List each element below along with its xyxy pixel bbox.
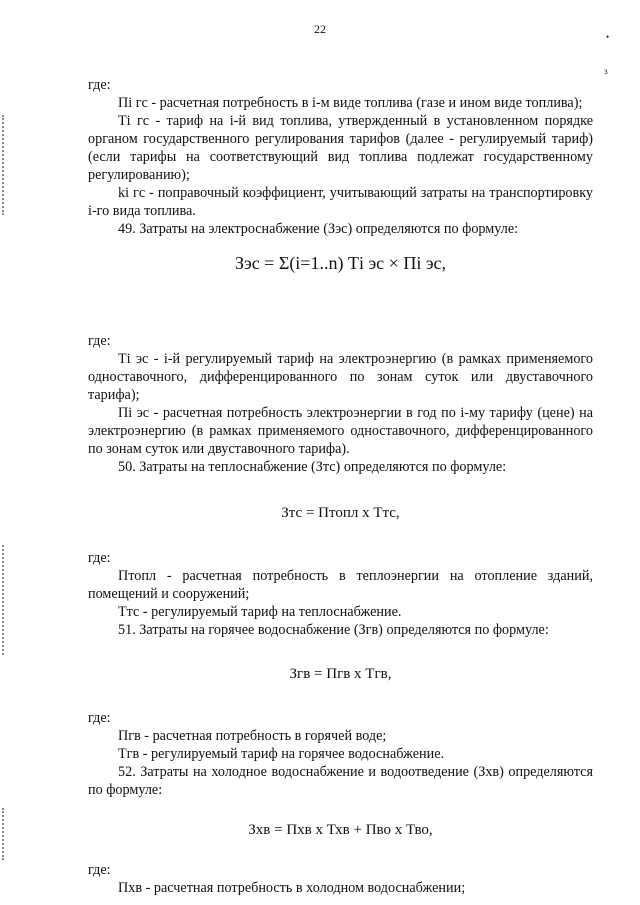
paragraph: Пi эс - расчетная потребность электроэнергии в год по i-му тарифу (цене) на электроэнергию (в рамках применяемого одноставочного, дифференцированного по зонам суток или двуставочного тарифа). <box>88 405 593 457</box>
margin-mark: • <box>606 32 610 42</box>
formula-electricity <box>88 238 593 332</box>
paragraph: 52. Затраты на холодное водоснабжение и водоотведение (Зхв) определяются по формуле: <box>88 764 593 798</box>
paragraph: Птопл - расчетная потребность в теплоэнергии на отопление зданий, помещений и сооружений; <box>88 568 593 602</box>
paragraph: Тгв - регулируемый тариф на горячее водоснабжение. <box>118 746 445 762</box>
paragraph: Тi гс - тариф на i-й вид топлива, утвержденный в установленном порядке органом государственного регулирования тарифов (далее - регулируемый тариф) (если тарифы на соответствующий вид топлива подлежат государственному регулированию); <box>88 113 593 183</box>
paragraph: Тi эс - i-й регулируемый тариф на электроэнергию (в рамках применяемого одноставочного, дифференцированного по зонам суток или двуставочного тарифа); <box>88 351 593 403</box>
paragraph: где: <box>88 862 111 878</box>
binding-dots <box>2 808 6 860</box>
paragraph: Пхв - расчетная потребность в холодном водоснабжении; <box>118 880 466 896</box>
document-body <box>88 76 593 897</box>
binding-dots <box>2 545 6 655</box>
formula-text: Зэс = Σ(i=1..n) Тi эс × Пi эс, <box>234 253 447 273</box>
paragraph: 51. Затраты на горячее водоснабжение (Згв) определяются по формуле: <box>118 622 549 638</box>
paragraph: где: <box>88 550 111 566</box>
paragraph: Пi гс - расчетная потребность в i-м виде топлива (газе и ином виде топлива); <box>118 95 583 111</box>
paragraph: ki гс - поправочный коэффициент, учитывающий затраты на транспортировку i-го вида топлива. <box>88 185 593 219</box>
paragraph: Пгв - расчетная потребность в горячей воде; <box>118 728 387 744</box>
formula-cold-water: Зхв = Пхв х Тхв + Пво х Тво, <box>248 822 433 838</box>
page-number: 22 <box>314 22 326 36</box>
binding-dots <box>2 115 6 215</box>
paragraph: где: <box>88 333 111 349</box>
margin-mark: ɜ <box>604 66 608 76</box>
paragraph: где: <box>88 77 111 93</box>
paragraph: 50. Затраты на теплоснабжение (Зтс) определяются по формуле: <box>118 459 507 475</box>
paragraph: Ттс - регулируемый тариф на теплоснабжение. <box>118 604 402 620</box>
formula-hot-water: Згв = Пгв х Тгв, <box>289 666 392 682</box>
formula-heat: Зтс = Птопл х Ттс, <box>281 505 400 521</box>
paragraph: где: <box>88 710 111 726</box>
paragraph: 49. Затраты на электроснабжение (Зэс) определяются по формуле: <box>118 221 519 237</box>
